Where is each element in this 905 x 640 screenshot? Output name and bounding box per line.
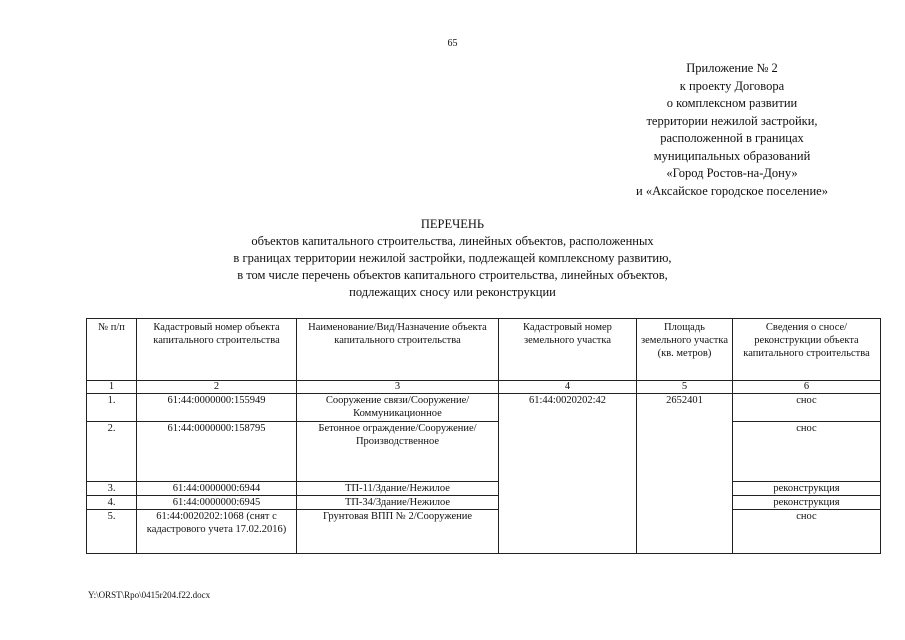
title-line: объектов капитального строительства, линейных объектов, расположенных	[251, 234, 654, 248]
header-action: Сведения о сносе/реконструкции объекта капитального строительства	[733, 319, 881, 381]
appendix-line: и «Аксайское городское поселение»	[636, 183, 828, 198]
title-line: в границах территории нежилой застройки, подлежащей комплексному развитию,	[233, 251, 672, 265]
title-line: подлежащих сносу или реконструкции	[349, 285, 556, 299]
appendix-line: муниципальных образований	[653, 148, 811, 163]
appendix-line: к проекту Договора	[679, 78, 785, 93]
table-row	[87, 510, 881, 554]
header-cadastral: Кадастровый номер объекта капитального строительства	[137, 319, 297, 381]
table-row	[87, 482, 881, 496]
column-number: 6	[733, 381, 881, 394]
document-title	[0, 216, 905, 301]
row-cadastral: 61:44:0000000:6944	[137, 482, 297, 496]
row-action: реконструкция	[733, 482, 881, 496]
column-number-row	[87, 381, 881, 394]
column-number: 1	[87, 381, 137, 394]
table-row	[87, 496, 881, 510]
appendix-line: «Город Ростов-на-Дону»	[666, 166, 798, 180]
land-cadastral-cell: 61:44:0020202:42	[499, 394, 637, 554]
column-number: 5	[637, 381, 733, 394]
row-num: 1.	[87, 394, 137, 422]
table-header-row	[87, 319, 881, 381]
row-cadastral: 61:44:0000000:6945	[137, 496, 297, 510]
column-number: 3	[297, 381, 499, 394]
row-action: снос	[733, 394, 881, 422]
row-action: реконструкция	[733, 496, 881, 510]
row-name: Сооружение связи/Сооружение/Коммуникационное	[297, 394, 499, 422]
land-area-cell: 2652401	[637, 394, 733, 554]
header-num: № п/п	[87, 319, 137, 381]
appendix-line: расположенной в границах	[660, 131, 804, 145]
row-cadastral: 61:44:0020202:1068 (снят с кадастрового учета 17.02.2016)	[137, 510, 297, 554]
row-action: снос	[733, 422, 881, 482]
header-name: Наименование/Вид/Назначение объекта капитального строительства	[297, 319, 499, 381]
row-num: 3.	[87, 482, 137, 496]
appendix-line: территории нежилой застройки,	[646, 113, 818, 128]
row-num: 2.	[87, 422, 137, 482]
title-heading: ПЕРЕЧЕНЬ	[420, 217, 485, 231]
row-name: ТП-11/Здание/Нежилое	[297, 482, 499, 496]
column-number: 2	[137, 381, 297, 394]
header-area: Площадь земельного участка (кв. метров)	[637, 319, 733, 381]
appendix-line: о комплексном развитии	[666, 96, 798, 110]
objects-table	[86, 318, 881, 554]
row-num: 4.	[87, 496, 137, 510]
title-line: в том числе перечень объектов капитального строительства, линейных объектов,	[237, 268, 668, 282]
header-land-cadastral: Кадастровый номер земельного участка	[499, 319, 637, 381]
row-name: ТП-34/Здание/Нежилое	[297, 496, 499, 510]
row-cadastral: 61:44:0000000:155949	[137, 394, 297, 422]
row-action: снос	[733, 510, 881, 554]
row-name: Грунтовая ВПП № 2/Сооружение	[297, 510, 499, 554]
column-number: 4	[499, 381, 637, 394]
table-row	[87, 422, 881, 482]
row-cadastral: 61:44:0000000:158795	[137, 422, 297, 482]
file-path-footer: Y:\ORST\Rpo\0415r204.f22.docx	[88, 590, 211, 600]
table-row	[87, 394, 881, 422]
appendix-block	[552, 60, 872, 200]
appendix-line: Приложение № 2	[686, 61, 778, 75]
row-name: Бетонное ограждение/Сооружение/Производственное	[297, 422, 499, 482]
page-number: 65	[447, 38, 458, 49]
row-num: 5.	[87, 510, 137, 554]
